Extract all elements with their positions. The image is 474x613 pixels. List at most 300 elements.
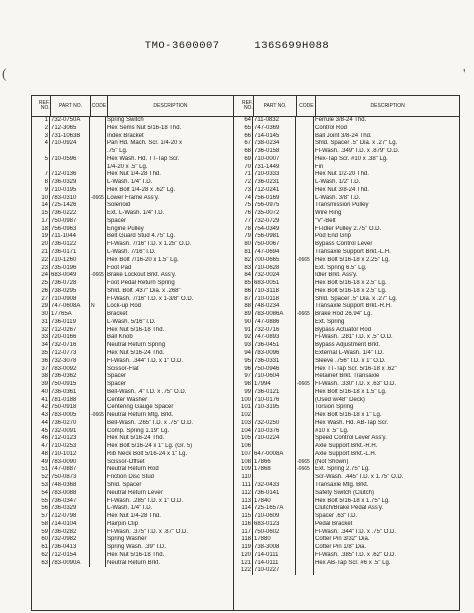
table-row xyxy=(234,334,459,342)
description: (Used w/48" Deck) xyxy=(315,396,365,403)
part-number: 747-0886 xyxy=(253,319,296,327)
color-code xyxy=(296,327,314,335)
description: L-Wash. 5/16" I.D. xyxy=(107,318,156,325)
page-header xyxy=(0,40,474,52)
part-number: 756-0981 xyxy=(253,233,296,241)
ref-number: 108 xyxy=(234,459,253,467)
ref-number: 42 xyxy=(32,404,50,412)
part-number: 750-0915 xyxy=(50,381,90,389)
ref-number: 110 xyxy=(234,474,253,482)
color-code xyxy=(90,505,106,513)
ref-number: 19 xyxy=(32,233,50,241)
color-code xyxy=(90,133,106,141)
description: Hex-Tap Scr. #10 x .38" Lg. xyxy=(315,155,388,162)
table-row xyxy=(234,529,459,537)
part-number: 735-0196 xyxy=(50,265,90,273)
part-number: 736-0122 xyxy=(50,241,90,249)
part-number: 736-0222 xyxy=(50,210,90,218)
part-number: 736-0362 xyxy=(50,373,90,381)
color-code xyxy=(90,233,106,241)
description: Spring Washer xyxy=(107,536,147,543)
ref-number: 105 xyxy=(234,435,253,443)
ref-number: 37 xyxy=(32,366,50,374)
color-code xyxy=(90,334,106,342)
table-row xyxy=(234,404,459,412)
part-number: 738-0234 xyxy=(253,140,296,148)
ref-number: 85 xyxy=(234,280,253,288)
ref-number: 116 xyxy=(234,521,253,529)
table-row xyxy=(234,466,459,474)
table-row xyxy=(234,179,459,187)
color-code: N xyxy=(90,303,106,311)
table-row xyxy=(234,125,459,133)
table-row xyxy=(32,521,233,529)
table-row xyxy=(234,451,459,459)
part-number: 731-1063B xyxy=(50,133,90,141)
table-row xyxy=(32,148,233,156)
table-row xyxy=(32,529,233,537)
color-code xyxy=(296,195,314,203)
description: Axle Support Brkt.-R.H. xyxy=(315,443,378,450)
table-row xyxy=(32,498,233,506)
description: Ferrule 3/8-24 Thd. xyxy=(315,117,367,123)
part-number: 736-0158 xyxy=(253,148,296,156)
color-code xyxy=(90,311,106,319)
ref-number: 69 xyxy=(234,156,253,164)
table-row xyxy=(32,459,233,467)
description: .75" Lg. xyxy=(107,148,128,155)
ref-number: 21 xyxy=(32,249,50,257)
table-row xyxy=(32,466,233,474)
ref-number: 59 xyxy=(32,529,50,537)
col-code-header: CODE xyxy=(297,96,316,116)
part-number: 725-1657A xyxy=(253,505,296,513)
table-row xyxy=(234,288,459,296)
ref-number: 98 xyxy=(234,381,253,389)
color-code xyxy=(296,233,314,241)
ref-number: 33 xyxy=(32,334,50,342)
ref-number: 76 xyxy=(234,210,253,218)
description: #10 x .5" Lg. xyxy=(315,427,349,434)
color-code xyxy=(296,552,314,560)
color-code xyxy=(296,350,314,358)
part-number: 783-0310 xyxy=(50,195,90,203)
part-number: 783-0090 xyxy=(50,459,90,467)
table-row xyxy=(32,474,233,482)
part-number: 736-0329 xyxy=(50,179,90,187)
table-row xyxy=(234,241,459,249)
color-code xyxy=(90,428,106,436)
color-code xyxy=(90,474,106,482)
table-row xyxy=(234,257,459,265)
table-row xyxy=(32,536,233,544)
part-number: 732-0982 xyxy=(50,536,90,544)
table-row xyxy=(32,327,233,335)
table-row xyxy=(32,552,233,560)
part-number xyxy=(50,148,90,156)
part-number: 736-0413 xyxy=(50,544,90,552)
table-row xyxy=(234,140,459,148)
part-number: 710-0224 xyxy=(253,435,296,443)
parts-table-right xyxy=(234,95,460,611)
part-number: 783-0092 xyxy=(50,366,90,374)
description: External L-Wash. 1/4" I.D. xyxy=(315,349,384,356)
ref-number: 61 xyxy=(32,544,50,552)
description: Sleeve .756" I.D. x 1" O.D. xyxy=(315,357,386,364)
color-code xyxy=(90,529,106,537)
ref-number: 1 xyxy=(32,117,50,125)
color-code xyxy=(296,490,314,498)
part-number: 732-0716 xyxy=(50,342,90,350)
color-code xyxy=(90,241,106,249)
color-code xyxy=(296,474,314,482)
description: Fl-Wash. .330" I.D. x .63" O.D. xyxy=(315,381,397,388)
description: Fl-Wash. .344" I.D. x 1" O.D. xyxy=(107,357,184,364)
ref-number xyxy=(32,164,50,172)
description: Hex Nut 1/2-20 Thd. xyxy=(315,171,369,178)
part-number: 736-0282 xyxy=(50,529,90,537)
color-code xyxy=(296,319,314,327)
color-code xyxy=(90,381,106,389)
ref-number: 36 xyxy=(32,358,50,366)
table-row xyxy=(234,412,459,420)
table-row xyxy=(32,125,233,133)
table-header xyxy=(234,96,459,117)
part-number: 747-0694 xyxy=(253,249,296,257)
part-number: 712-0241 xyxy=(253,187,296,195)
table-row xyxy=(32,226,233,234)
description: L-Wash. 7/16" I.D. xyxy=(107,249,156,256)
color-code xyxy=(296,412,314,420)
table-row xyxy=(32,490,233,498)
description: Hex Bolt 5/16-24 x 1" Lg. (Gr. 5) xyxy=(107,443,193,450)
scan-margin-mark: ( xyxy=(2,67,7,82)
table-row xyxy=(234,195,459,203)
ref-number: 53 xyxy=(32,482,50,490)
ref-number: 97 xyxy=(234,373,253,381)
color-code xyxy=(296,358,314,366)
ref-number: 29 xyxy=(32,303,50,311)
table-row xyxy=(32,179,233,187)
part-number: 747-0369 xyxy=(253,125,296,133)
ref-number: 15 xyxy=(32,210,50,218)
color-code xyxy=(296,156,314,164)
color-code xyxy=(296,133,314,141)
part-number: 756-0169 xyxy=(253,195,296,203)
table-row xyxy=(32,397,233,405)
table-row xyxy=(234,148,459,156)
ref-number: 63 xyxy=(32,560,50,568)
table-row xyxy=(32,319,233,327)
color-code: -0665 xyxy=(296,459,314,467)
description: L-Wash. 1/2" I.D. xyxy=(315,179,361,186)
color-code xyxy=(296,536,314,544)
description: Fl-Wash. .344" I.D. x .75" O.D. xyxy=(315,528,397,535)
description: Hex Bolt 5/16-18 x 2.5" Lg. xyxy=(315,287,387,294)
table-row xyxy=(32,428,233,436)
ref-number: 17 xyxy=(32,218,50,226)
description: Comp. Spring 1.19" Lg. xyxy=(107,427,170,434)
part-number: 17868 xyxy=(253,466,296,474)
color-code xyxy=(90,544,106,552)
part-number: 712-0136 xyxy=(50,171,90,179)
table-row xyxy=(234,249,459,257)
description: Engine Pulley xyxy=(107,225,144,232)
color-code xyxy=(90,257,106,265)
color-code: -0665 xyxy=(90,412,106,420)
ref-number: 77 xyxy=(234,218,253,226)
color-code xyxy=(296,210,314,218)
color-code xyxy=(90,249,106,257)
description: Hex Nut 1/4-28 Thd. xyxy=(107,513,161,520)
table-row xyxy=(234,319,459,327)
part-number: 710-0376 xyxy=(253,428,296,436)
table-row xyxy=(234,397,459,405)
part-number: 732-0716 xyxy=(253,327,296,335)
part-number xyxy=(253,474,296,482)
part-number: 750-0946 xyxy=(253,366,296,374)
description: Scr-Wash. .445" I.D. x 1.75" O.D. xyxy=(315,474,404,481)
part-number: 711-0832 xyxy=(253,117,296,125)
ref-number: 90 xyxy=(234,319,253,327)
description: Neutral Return Rod xyxy=(107,466,159,473)
table-row xyxy=(234,226,459,234)
description: Spacer xyxy=(107,373,127,380)
table-body xyxy=(32,117,233,567)
color-code xyxy=(296,397,314,405)
ref-number: 10 xyxy=(32,195,50,203)
color-code xyxy=(90,265,106,273)
ref-number: 26 xyxy=(32,288,50,296)
table-row xyxy=(234,435,459,443)
part-number xyxy=(253,443,296,451)
table-row xyxy=(32,311,233,319)
part-number: 17880 xyxy=(253,536,296,544)
description: Ext. Spring xyxy=(315,318,345,325)
part-number: 710-0007 xyxy=(253,156,296,164)
description: Fl-Wash. 7/16" I.D. x 1.25" O.D. xyxy=(107,241,192,248)
table-row xyxy=(32,381,233,389)
description: Spacer .63" I.D. xyxy=(315,513,358,520)
color-code xyxy=(90,498,106,506)
ref-number: 49 xyxy=(32,459,50,467)
table-row xyxy=(234,567,459,575)
color-code xyxy=(296,265,314,273)
ref-number: 8 xyxy=(32,179,50,187)
ref-number: 38 xyxy=(32,373,50,381)
color-code xyxy=(90,397,106,405)
part-number: 712-0123 xyxy=(50,435,90,443)
table-row xyxy=(234,311,459,319)
description: Rib Neck Bolt 5/16-24 x 1" Lg. xyxy=(107,450,188,457)
color-code xyxy=(90,366,106,374)
description: Hex Nut 5/16-18 Thd. xyxy=(107,551,165,558)
ref-number: 93 xyxy=(234,342,253,350)
table-row xyxy=(234,296,459,304)
description: Solenoid xyxy=(107,202,131,209)
part-number: 736-0231 xyxy=(253,179,296,187)
part-number xyxy=(253,412,296,420)
ref-number: 68 xyxy=(234,148,253,156)
ref-number: 117 xyxy=(234,529,253,537)
description: Pan Hd. Mach. Scr. 1/4-20 x xyxy=(107,140,183,147)
table-row xyxy=(32,342,233,350)
table-row xyxy=(32,443,233,451)
table-row xyxy=(234,521,459,529)
ref-number: 35 xyxy=(32,350,50,358)
table-row xyxy=(234,133,459,141)
description: Lower Frame Ass'y. xyxy=(107,194,160,201)
part-number: 712-3065 xyxy=(50,125,90,133)
color-code xyxy=(90,521,106,529)
table-row xyxy=(234,202,459,210)
description: Spring Wash. .39" I.D. xyxy=(107,544,166,551)
description: Hex AB-Tap Scr. #6 x .5" Lg. xyxy=(315,559,391,566)
color-code xyxy=(296,117,314,125)
part-number: 783-0005 xyxy=(50,412,90,420)
ref-number: 100 xyxy=(234,397,253,405)
description: Neutral Return Brkt. xyxy=(107,559,161,566)
description: Axle Support Brkt.-L.H. xyxy=(315,450,377,457)
part-number: 748-0368 xyxy=(50,482,90,490)
part-number: 736-0121 xyxy=(253,389,296,397)
color-code xyxy=(90,171,106,179)
color-code: -0665 xyxy=(90,272,106,280)
table-row xyxy=(32,117,233,125)
description: Shld. Spacer .5" Dia. x .27" Lg. xyxy=(315,140,398,147)
ref-number: 47 xyxy=(32,443,50,451)
table-row xyxy=(32,257,233,265)
part-number: 710-0924 xyxy=(50,140,90,148)
ref-number: 39 xyxy=(32,381,50,389)
ref-number: 48 xyxy=(32,451,50,459)
ref-number: 115 xyxy=(234,513,253,521)
ref-number: 86 xyxy=(234,288,253,296)
table-body xyxy=(234,117,459,575)
description: Spring Switch xyxy=(107,117,144,123)
ref-number: 91 xyxy=(234,327,253,335)
ref-number: 121 xyxy=(234,560,253,568)
ref-number: 14 xyxy=(32,202,50,210)
color-code xyxy=(90,117,106,125)
part-number: 738-3008 xyxy=(253,544,296,552)
description: Hex Bolt 1/4-28 x .62" Lg. xyxy=(107,186,176,193)
table-row xyxy=(32,505,233,513)
description: Wire Ring xyxy=(315,210,342,217)
description: Control Rod xyxy=(315,124,348,131)
table-row xyxy=(32,164,233,172)
color-code xyxy=(296,303,314,311)
color-code: -0665 xyxy=(90,195,106,203)
col-desc-header: DESCRIPTION xyxy=(153,102,188,109)
table-row xyxy=(32,187,233,195)
description: Cotter Pin 3/32" Dia. xyxy=(315,536,370,543)
part-number: 747-0608A xyxy=(50,303,90,311)
description: Centering Gauge Spacer xyxy=(107,404,174,411)
description: Ball Joint 3/8-24 Thd. xyxy=(315,132,372,139)
ref-number: 106 xyxy=(234,443,253,451)
color-code xyxy=(90,490,106,498)
ref-number: 5 xyxy=(32,156,50,164)
part-number: 750-0602 xyxy=(253,529,296,537)
table-row xyxy=(32,296,233,304)
description: Scissor-Flat xyxy=(107,365,139,372)
description: Foot Pedal Return Spring xyxy=(107,280,175,287)
ref-number: 96 xyxy=(234,366,253,374)
table-row xyxy=(234,490,459,498)
part-number: 732-0024 xyxy=(253,272,296,280)
description: Hairpin Clip xyxy=(107,520,139,527)
color-code xyxy=(90,164,106,172)
ref-number: 23 xyxy=(32,265,50,273)
part-number: 712-0798 xyxy=(50,513,90,521)
table-row xyxy=(234,156,459,164)
ref-number: 25 xyxy=(32,280,50,288)
table-row xyxy=(32,334,233,342)
ref-number: 122 xyxy=(234,567,253,575)
ref-number: 82 xyxy=(234,257,253,265)
table-row xyxy=(32,272,233,280)
color-code xyxy=(296,544,314,552)
description: Pod End Grip xyxy=(315,233,352,240)
table-row xyxy=(234,233,459,241)
table-row xyxy=(234,358,459,366)
color-code xyxy=(296,140,314,148)
table-row xyxy=(234,373,459,381)
description: Fl-Wash. .375" I.D. x .87" O.D. xyxy=(107,528,189,535)
description: Hex TT-Tap Scr. 5/16-18 x .62" xyxy=(315,365,397,372)
part-number: 732-0091 xyxy=(50,428,90,436)
ref-number: 22 xyxy=(32,257,50,265)
description: Fin xyxy=(315,163,324,170)
color-code xyxy=(296,529,314,537)
ref-number: 111 xyxy=(234,482,253,490)
ref-number: 80 xyxy=(234,241,253,249)
table-row xyxy=(234,303,459,311)
table-row xyxy=(32,265,233,273)
part-number: 732-0250 xyxy=(253,420,296,428)
part-number: 736-0171 xyxy=(50,249,90,257)
part-number: 714-0145 xyxy=(253,133,296,141)
ref-number: 41 xyxy=(32,397,50,405)
description: L-Wash. 3/8" I.D. xyxy=(315,194,361,201)
table-row xyxy=(32,373,233,381)
table-row xyxy=(32,513,233,521)
color-code xyxy=(90,350,106,358)
part-number: 710-0195 xyxy=(50,187,90,195)
description: Scissor-Offset xyxy=(107,458,145,465)
description: Fl-Wash. .285" I.D. x 1" O.D. xyxy=(107,497,184,504)
table-row xyxy=(234,218,459,226)
ref-number: 112 xyxy=(234,490,253,498)
color-code xyxy=(90,179,106,187)
ref-number: 4 xyxy=(32,140,50,148)
ref-number: 81 xyxy=(234,249,253,257)
description: Lock-up Rod xyxy=(107,303,142,310)
table-row xyxy=(32,435,233,443)
part-number: 732-0750A xyxy=(50,117,90,125)
color-code xyxy=(296,560,314,568)
color-code xyxy=(90,482,106,490)
description: Index Bracket xyxy=(107,132,144,139)
part-number: 736-0451 xyxy=(253,342,296,350)
ref-number: 51 xyxy=(32,466,50,474)
description: Transaxle Support Brkt.-R.H. xyxy=(315,303,392,310)
table-row xyxy=(32,404,233,412)
description: Spacer xyxy=(107,217,127,224)
color-code xyxy=(296,202,314,210)
part-number: 712-0267 xyxy=(50,327,90,335)
